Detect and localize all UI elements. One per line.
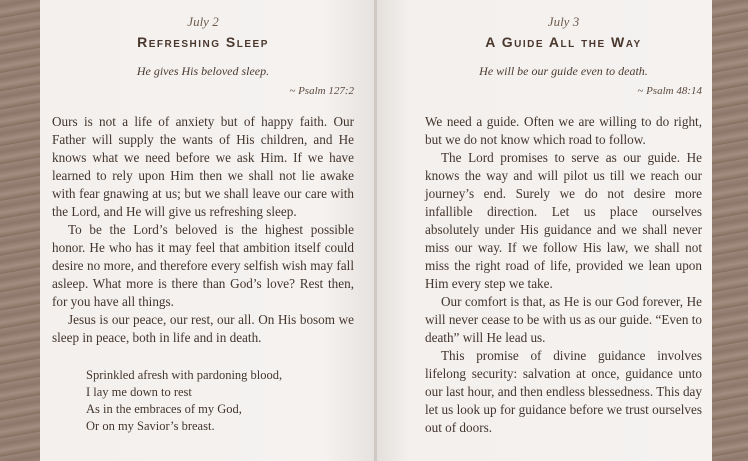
verse-line: Or on my Savior’s breast. xyxy=(86,419,215,433)
scripture-reference: ~ Psalm 48:14 xyxy=(637,85,702,97)
decorative-border-left xyxy=(0,0,40,461)
left-page xyxy=(40,0,374,461)
verse-line: Sprinkled afresh with pardoning blood, xyxy=(86,368,283,382)
paragraph: To be the Lord’s beloved is the highest possible honor. He who has it may feel that ambition itself could desire no more, and therefore every selfish wish may fall asleep. What more is there than God’s love? Rest then, for you have all things. xyxy=(52,222,354,309)
paragraph: Ours is not a life of anxiety but of happy faith. Our Father will supply the wants of His children, and He knows what we need before we ask Him. If we have learned to rely upon Him then we shall not lie awake with fear gnawing at us; but we shall leave our care with the Lord, and He will give us refreshing sleep. xyxy=(52,114,354,219)
page-date: July 3 xyxy=(547,14,580,29)
devotional-body xyxy=(425,113,702,437)
paragraph: This promise of divine guidance involves lifelong security: salvation at once, guidance unto our last hour, and then endless blessedness. This day let us look up for guidance before we trust ourselves out of doors. xyxy=(425,348,702,435)
devotional-body xyxy=(52,113,354,347)
page-date: July 2 xyxy=(187,14,219,29)
epigraph: He gives His beloved sleep. xyxy=(136,64,270,78)
paragraph: We need a guide. Often we are willing to do right, but we do not know which road to follow. xyxy=(425,114,702,147)
paragraph: The Lord promises to serve as our guide. He knows the way and will pilot us till we reach our journey’s end. Surely we do not desire more infallible direction. Let us place ourselves absolutely under His guidance and we shall never miss our way. If we follow His law, we shall not miss the right road of life, provided we lean upon Him every step we take. xyxy=(425,150,702,291)
verse-line: I lay me down to rest xyxy=(86,385,192,399)
paragraph: Jesus is our peace, our rest, our all. On His bosom we sleep in peace, both in life and in death. xyxy=(52,312,354,345)
right-page xyxy=(377,0,712,461)
hymn-verse xyxy=(52,367,354,435)
scripture-reference: ~ Psalm 127:2 xyxy=(289,85,354,97)
verse-line: As in the embraces of my God, xyxy=(86,402,242,416)
page-title: Refreshing Sleep xyxy=(137,34,269,50)
epigraph: He will be our guide even to death. xyxy=(479,64,648,78)
page-title: A Guide All the Way xyxy=(485,34,642,50)
decorative-border-right xyxy=(712,0,748,461)
paragraph: Our comfort is that, as He is our God forever, He will never cease to be with us as our guide. “Even to death” will He lead us. xyxy=(425,294,702,345)
